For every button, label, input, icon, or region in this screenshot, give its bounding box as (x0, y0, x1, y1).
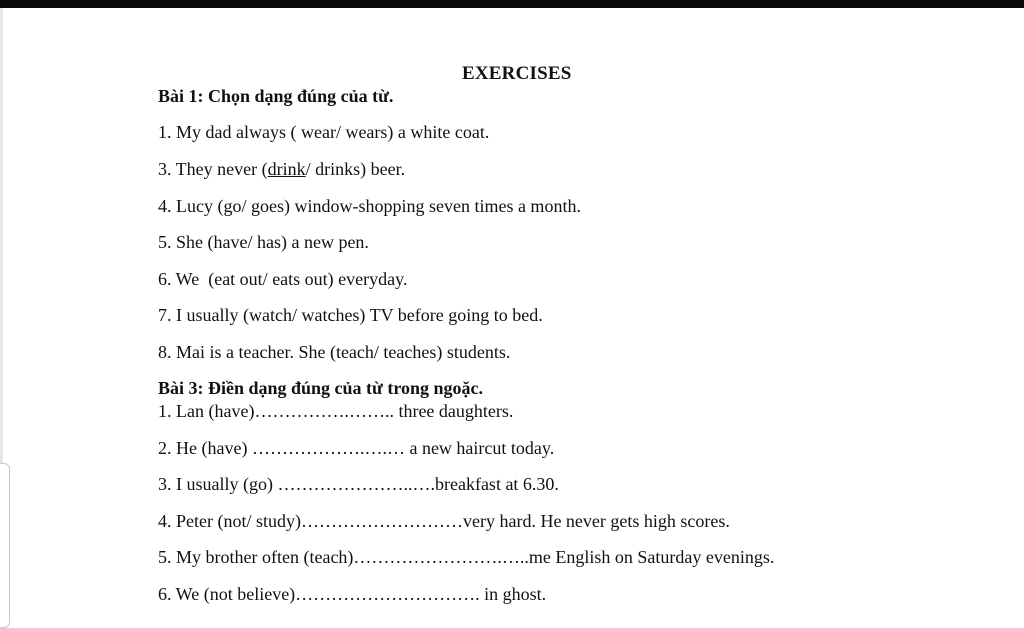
exercise-1-item-6: 6. We (eat out/ eats out) everyday. (158, 269, 408, 289)
exercise-3-item-6: 6. We (not believe)…………………………. in ghost. (158, 584, 547, 604)
underlined-word: drink (267, 159, 306, 179)
exercise-1-item-3-post: / drinks) beer. (305, 159, 406, 179)
document-page (0, 8, 1024, 626)
exercise-1-item-3-pre: 3. They never ( (158, 159, 268, 179)
section-3-heading: Bài 3: Điền dạng đúng của từ trong ngoặc. (158, 378, 484, 398)
window-top-bar (0, 0, 1024, 8)
page-title: EXERCISES (462, 63, 572, 84)
exercise-3-item-4: 4. Peter (not/ study)………………………very hard. He never gets high scores. (158, 511, 730, 531)
exercise-3-item-1: 1. Lan (have)…………….…….. three daughters. (158, 401, 514, 421)
exercise-1-item-8: 8. Mai is a teacher. She (teach/ teaches) students. (158, 342, 511, 362)
exercise-3-item-3: 3. I usually (go) …………………..….breakfast at 6.30. (158, 474, 559, 494)
exercise-1-item-4: 4. Lucy (go/ goes) window-shopping seven times a month. (158, 196, 581, 216)
exercise-1-item-3 (158, 159, 405, 180)
exercise-1-item-5: 5. She (have/ has) a new pen. (158, 232, 369, 252)
exercise-3-item-5: 5. My brother often (teach)…………………….…..me English on Saturday evenings. (158, 547, 775, 567)
exercise-1-item-1: 1. My dad always ( wear/ wears) a white coat. (158, 122, 490, 142)
exercise-1-item-7: 7. I usually (watch/ watches) TV before going to bed. (158, 305, 543, 325)
exercise-3-item-2: 2. He (have) ……………….….… a new haircut today. (158, 438, 555, 458)
section-1-heading: Bài 1: Chọn dạng đúng của từ. (158, 86, 394, 106)
